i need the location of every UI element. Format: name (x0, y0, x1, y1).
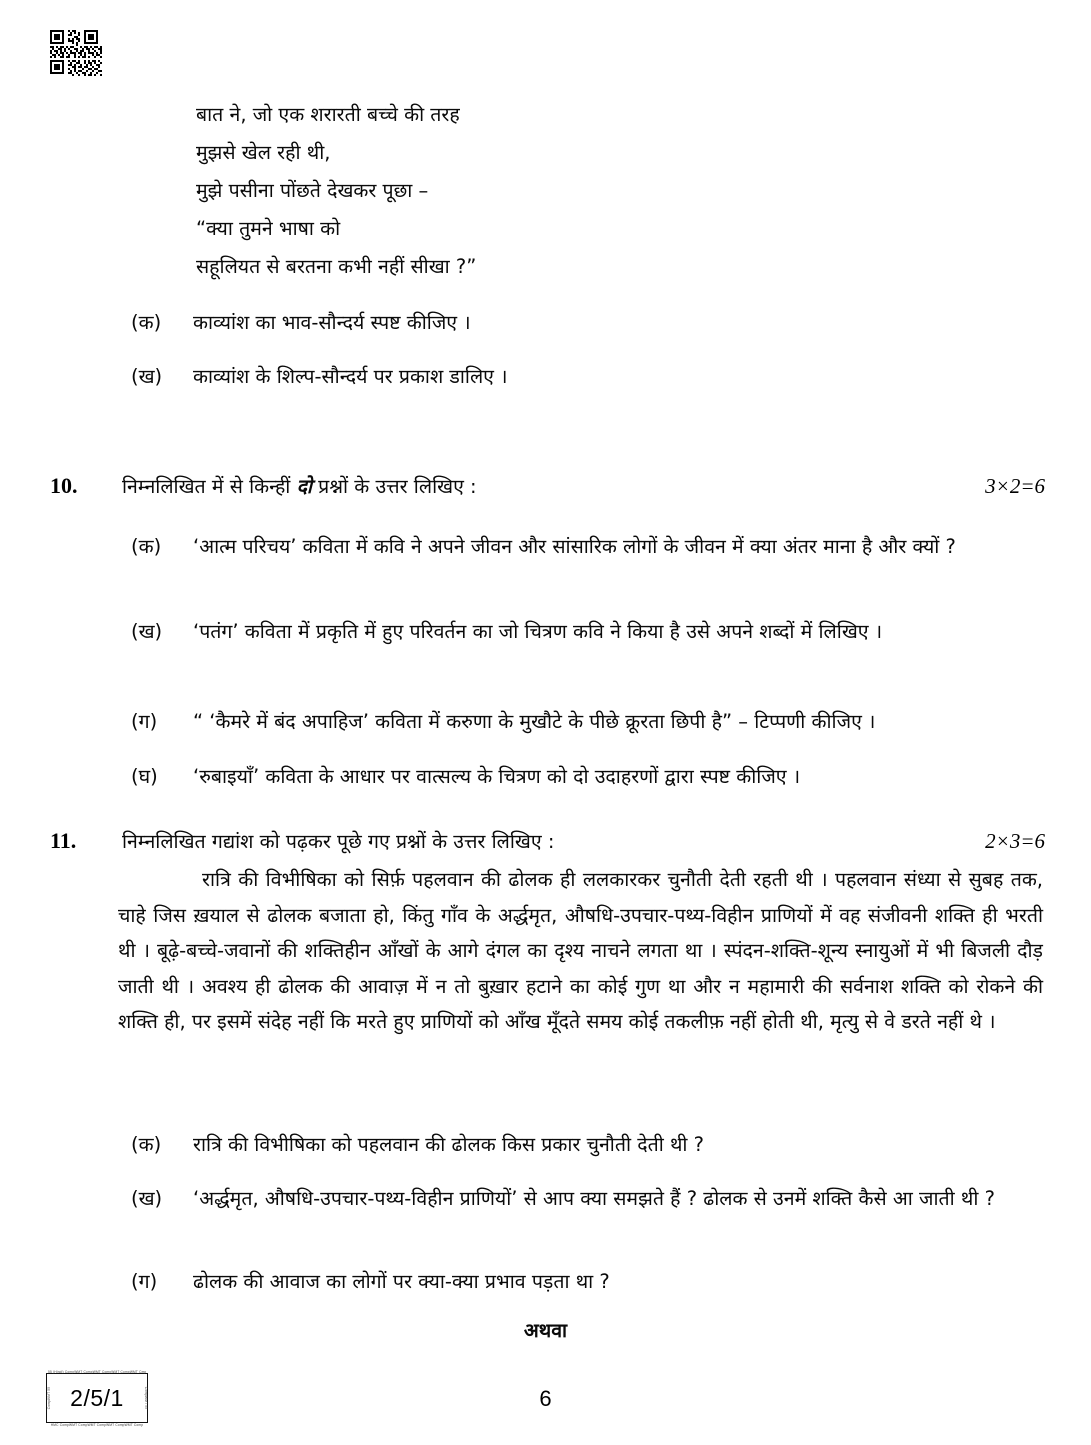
subquestion-marker: (ग) (131, 710, 158, 733)
question-10-heading (50, 472, 1045, 499)
subquestion-text: “ ‘कैमरे में बंद अपाहिज’ कविता में करुणा के मुखौटे के पीछे क्रूरता छिपी है” – टिप्पणी कीजिए । (193, 710, 876, 733)
subquestion-marker: (ख) (131, 620, 163, 643)
q10-item-kha (131, 615, 1023, 649)
prompt-emphasis: दो (296, 475, 312, 498)
subquestion-marker: (ख) (131, 1187, 163, 1210)
microtext-bottom: HMC CompWMT CompWMT CompWMT CompWMT Comp (50, 1422, 144, 1427)
q10-item-ka (131, 530, 993, 564)
prompt-part-1: निम्नलिखित में से किन्हीं (122, 475, 297, 498)
subquestion-text: ढोलक की आवाज का लोगों पर क्या-क्या प्रभाव पड़ता था ? (193, 1270, 610, 1293)
subquestion-text: ‘पतंग’ कविता में प्रकृति में हुए परिवर्तन का जो चित्रण कवि ने किया है उसे अपने शब्दों में लिखिए । (193, 620, 883, 643)
subquestion-marker: (क) (131, 311, 162, 334)
question-marks: 2×3=6 (985, 829, 1045, 853)
microtext-left: CompWMT 55 (46, 1386, 51, 1410)
q11-item-kha (131, 1182, 1021, 1216)
poem-line: मुझे पसीना पोंछते देखकर पूछा – (196, 179, 429, 202)
poem-subquestion-kha (131, 360, 771, 394)
question-prompt (122, 472, 985, 499)
q11-item-ka (131, 1128, 1011, 1162)
subquestion-text: ‘अर्द्धमृत, औषधि-उपचार-पथ्य-विहीन प्राणियों’ से आप क्या समझते हैं ? ढोलक से उनमें शक्ति कैसे आ जाती थी ? (193, 1187, 995, 1210)
question-number: 11. (50, 828, 77, 853)
subquestion-text: काव्यांश के शिल्प-सौन्दर्य पर प्रकाश डालिए । (193, 365, 508, 388)
q11-item-ga (131, 1265, 1011, 1299)
paper-code: 2/5/1 (70, 1384, 124, 1411)
poem-line: “क्या तुमने भाषा को (196, 217, 341, 240)
subquestion-text: ‘आत्म परिचय’ कविता में कवि ने अपने जीवन और सांसारिक लोगों के जीवन में क्या अंतर माना है और क्यों ? (193, 535, 956, 558)
subquestion-marker: (घ) (131, 765, 158, 788)
microtext-right: CompWMT 55 (143, 1386, 148, 1410)
subquestion-text: काव्यांश का भाव-सौन्दर्य स्पष्ट कीजिए । (193, 311, 471, 334)
q10-item-ga (131, 705, 1021, 739)
alternative-label: अथवा (523, 1319, 568, 1342)
question-prompt: निम्नलिखित गद्यांश को पढ़कर पूछे गए प्रश्नों के उत्तर लिखिए : (122, 830, 555, 853)
subquestion-marker: (क) (131, 1133, 162, 1156)
poem-extract (196, 96, 716, 286)
subquestion-text: रात्रि की विभीषिका को पहलवान की ढोलक किस प्रकार चुनौती देती थी ? (193, 1133, 705, 1156)
poem-line: बात ने, जो एक शरारती बच्चे की तरह (196, 103, 460, 126)
passage-text: रात्रि की विभीषिका को सिर्फ़ पहलवान की ढोलक ही ललकारकर चुनौती देती रहती थी । पहलवान संध्या से सुबह तक, चाहे जिस ख़याल से ढोलक बजाता हो, किंतु गाँव के अर्द्धमृत, औषधि-उपचार-पथ्य-विहीन प्राणियों में वह संजीवनी शक्ति ही भरती थी । बूढ़े-बच्चे-जवानों की शक्तिहीन आँखों के आगे दंगल का दृश्य नाचने लगता था । स्पंदन-शक्ति-शून्य स्नायुओं में भी बिजली दौड़ जाती थी । अवश्य ही ढोलक की आवाज़ में न तो बुख़ार हटाने का कोई गुण था और न महामारी की सर्वनाश शक्ति को रोकने की शक्ति ही, पर इसमें संदेह नहीं कि मरते हुए प्राणियों को आँख मूँदते समय कोई तकलीफ़ नहीं होती थी, मृत्यु से वे डरते नहीं थे । (118, 868, 1043, 1033)
q10-item-gha (131, 760, 991, 794)
question-11-heading (50, 827, 1045, 854)
subquestion-marker: (ख) (131, 365, 163, 388)
qr-code-icon (48, 28, 106, 80)
question-marks: 3×2=6 (985, 474, 1045, 498)
subquestion-marker: (क) (131, 535, 162, 558)
reading-passage (118, 862, 1043, 1040)
microtext-top: 55 (Hindi) CompWMT CompWMT CompWMT CompWMT Cmp (48, 1369, 146, 1374)
poem-line: सहूलियत से बरतना कभी नहीं सीखा ?” (196, 255, 477, 278)
poem-line: मुझसे खेल रही थी, (196, 141, 331, 164)
page-number: 6 (539, 1386, 552, 1411)
subquestion-text: ‘रुबाइयाँ’ कविता के आधार पर वात्सल्य के चित्रण को दो उदाहरणों द्वारा स्पष्ट कीजिए । (193, 765, 801, 788)
subquestion-marker: (ग) (131, 1270, 158, 1293)
question-number: 10. (50, 473, 78, 498)
poem-subquestion-ka (131, 306, 771, 340)
prompt-part-2: प्रश्नों के उत्तर लिखिए : (311, 475, 477, 498)
